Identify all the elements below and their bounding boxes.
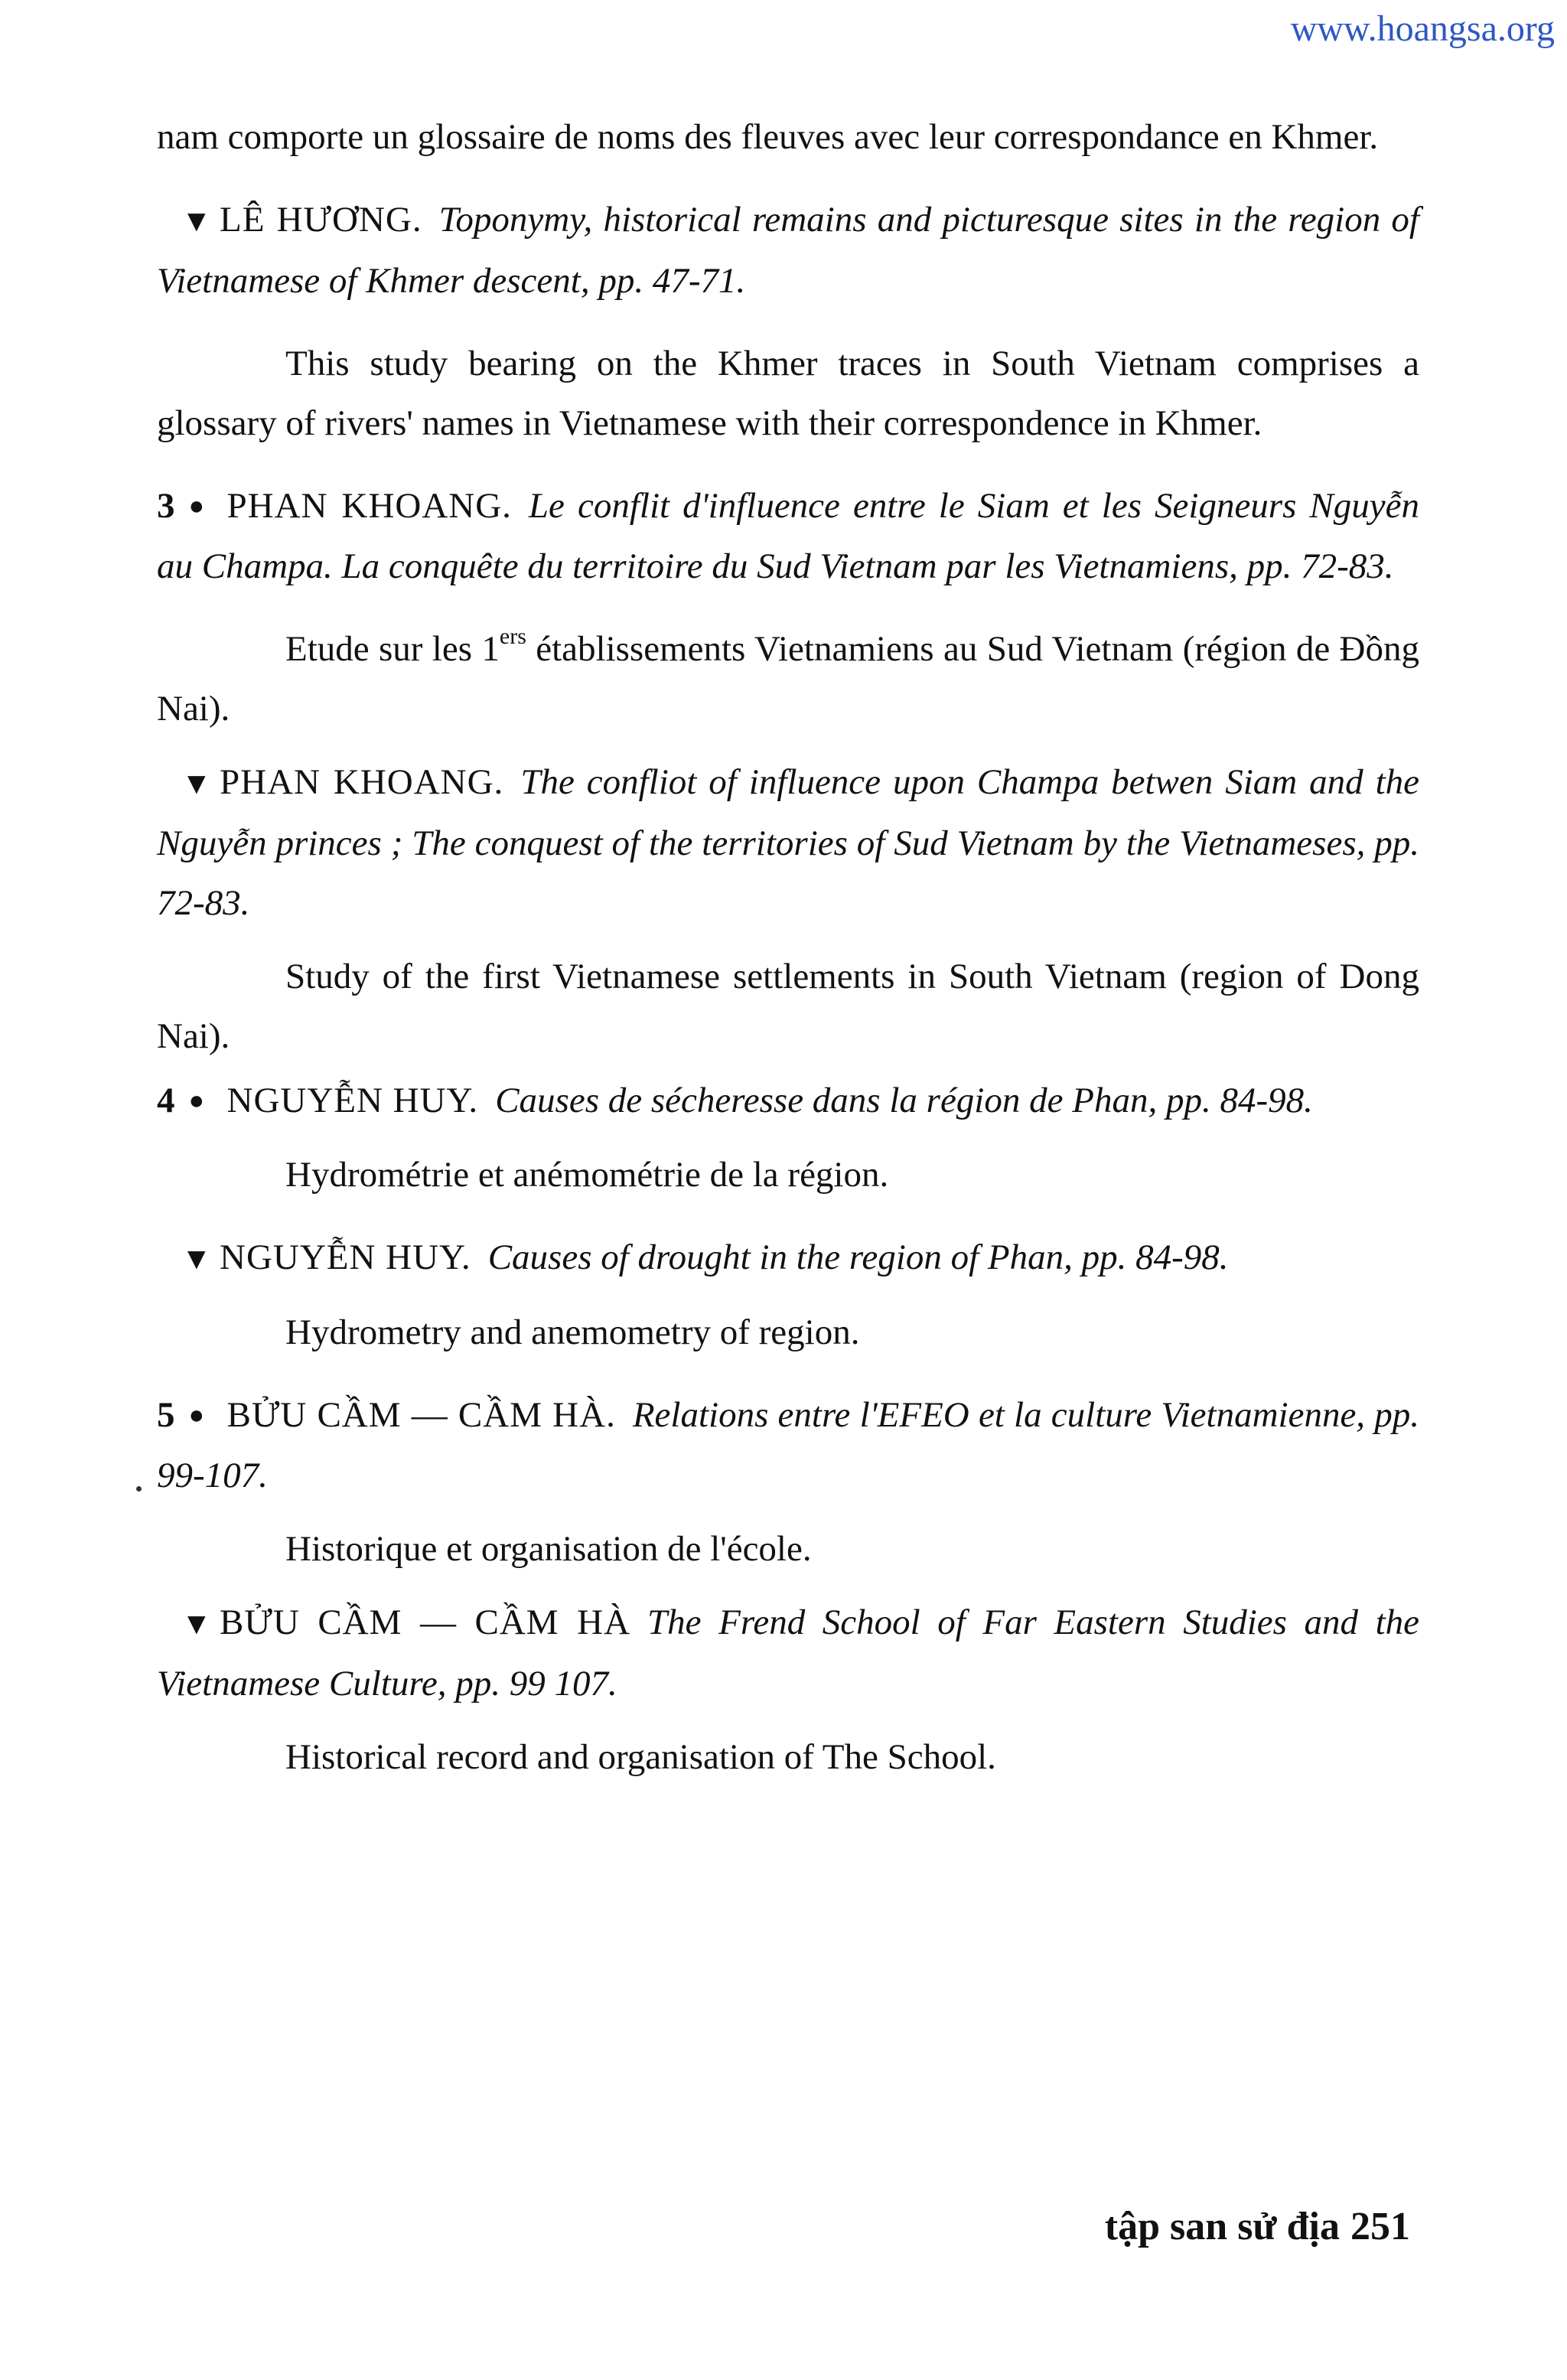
- entry-summary: Historique et organisation de l'école.: [285, 1529, 812, 1569]
- bibliography-entry-translation: [157, 752, 1419, 933]
- triangle-marker-icon: ▼: [181, 1241, 212, 1276]
- entry-author: PHAN KHOANG.: [226, 486, 512, 526]
- entry-summary: Hydrométrie et anémométrie de la région.: [285, 1155, 889, 1195]
- entry-summary: Hydrometry and anemometry of region.: [285, 1312, 860, 1352]
- triangle-marker-icon: ▼: [181, 766, 212, 800]
- entry-summary: [157, 619, 1419, 738]
- entry-number: 3: [157, 486, 175, 526]
- paragraph-continuation: nam comporte un glossaire de noms des fleuves avec leur correspondance en Khmer.: [157, 117, 1379, 157]
- entry-author: BỬU CẦM — CẦM HÀ.: [226, 1395, 616, 1435]
- bibliography-entry: [157, 1385, 1419, 1505]
- entry-author: LÊ HƯƠNG.: [220, 200, 422, 240]
- entry-author: BỬU CẦM — CẦM HÀ: [220, 1602, 631, 1642]
- bibliography-entry: [157, 1071, 1419, 1131]
- entry-author: NGUYỄN HUY.: [226, 1081, 479, 1120]
- bullet-marker-icon: ●: [188, 492, 205, 520]
- entry-number: 4: [157, 1081, 175, 1120]
- page-content: [157, 107, 1419, 1787]
- superscript: ers: [499, 624, 526, 649]
- entry-title: Causes de sécheresse dans la région de Phan, pp. 84-98.: [495, 1081, 1313, 1120]
- summary-text-end: établissements Vietnamiens au Sud Vietnam (région de Đồng Nai).: [157, 629, 1420, 729]
- journal-name: tập san sử địa: [1104, 2205, 1340, 2248]
- entry-title: The Frend School of Far Eastern Studies and the Vietnamese Culture, pp. 99 107.: [157, 1602, 1419, 1703]
- entry-summary: This study bearing on the Khmer traces in South Vietnam comprises a glossary of rivers' names in Vietnamese with their correspondence in Khmer.: [157, 344, 1419, 443]
- entry-title: Le conflit d'influence entre le Siam et les Seigneurs Nguyễn au Champa. La conquête du territoire du Sud Vietnam par les Vietnamiens, pp. 72-83.: [157, 486, 1419, 586]
- triangle-marker-icon: ▼: [181, 204, 212, 238]
- triangle-marker-icon: ▼: [181, 1606, 212, 1641]
- entry-summary: Historical record and organisation of The School.: [285, 1737, 996, 1777]
- bibliography-entry-translation: [157, 190, 1419, 311]
- entry-summary: Study of the first Vietnamese settlements in South Vietnam (region of Dong Nai).: [157, 957, 1419, 1056]
- ink-speck: [136, 1486, 142, 1492]
- entry-title: Relations entre l'EFEO et la culture Vietnamienne, pp. 99-107.: [157, 1395, 1419, 1495]
- entry-number: 5: [157, 1395, 175, 1435]
- summary-text-start: Etude sur les 1: [285, 629, 500, 669]
- bibliography-entry: [157, 476, 1419, 596]
- bibliography-entry-translation: [157, 1227, 1419, 1289]
- entry-title: Toponymy, historical remains and picturesque sites in the region of Vietnamese of Khmer descent, pp. 47-71.: [157, 200, 1419, 301]
- page-footer: [1105, 2204, 1410, 2249]
- page-number: 251: [1350, 2205, 1410, 2248]
- bullet-marker-icon: ●: [188, 1087, 205, 1115]
- entry-title: The confliot of influence upon Champa betwen Siam and the Nguyễn princes ; The conquest of the territories of Sud Vietnam by the Vietnameses, pp. 72-83.: [157, 762, 1419, 923]
- entry-author: NGUYỄN HUY.: [220, 1237, 471, 1277]
- bullet-marker-icon: ●: [188, 1401, 205, 1430]
- entry-title: Causes of drought in the region of Phan, pp. 84-98.: [487, 1237, 1229, 1277]
- watermark-url: www.hoangsa.org: [1290, 8, 1555, 49]
- entry-author: PHAN KHOANG.: [220, 762, 504, 802]
- bibliography-entry-translation: [157, 1593, 1419, 1713]
